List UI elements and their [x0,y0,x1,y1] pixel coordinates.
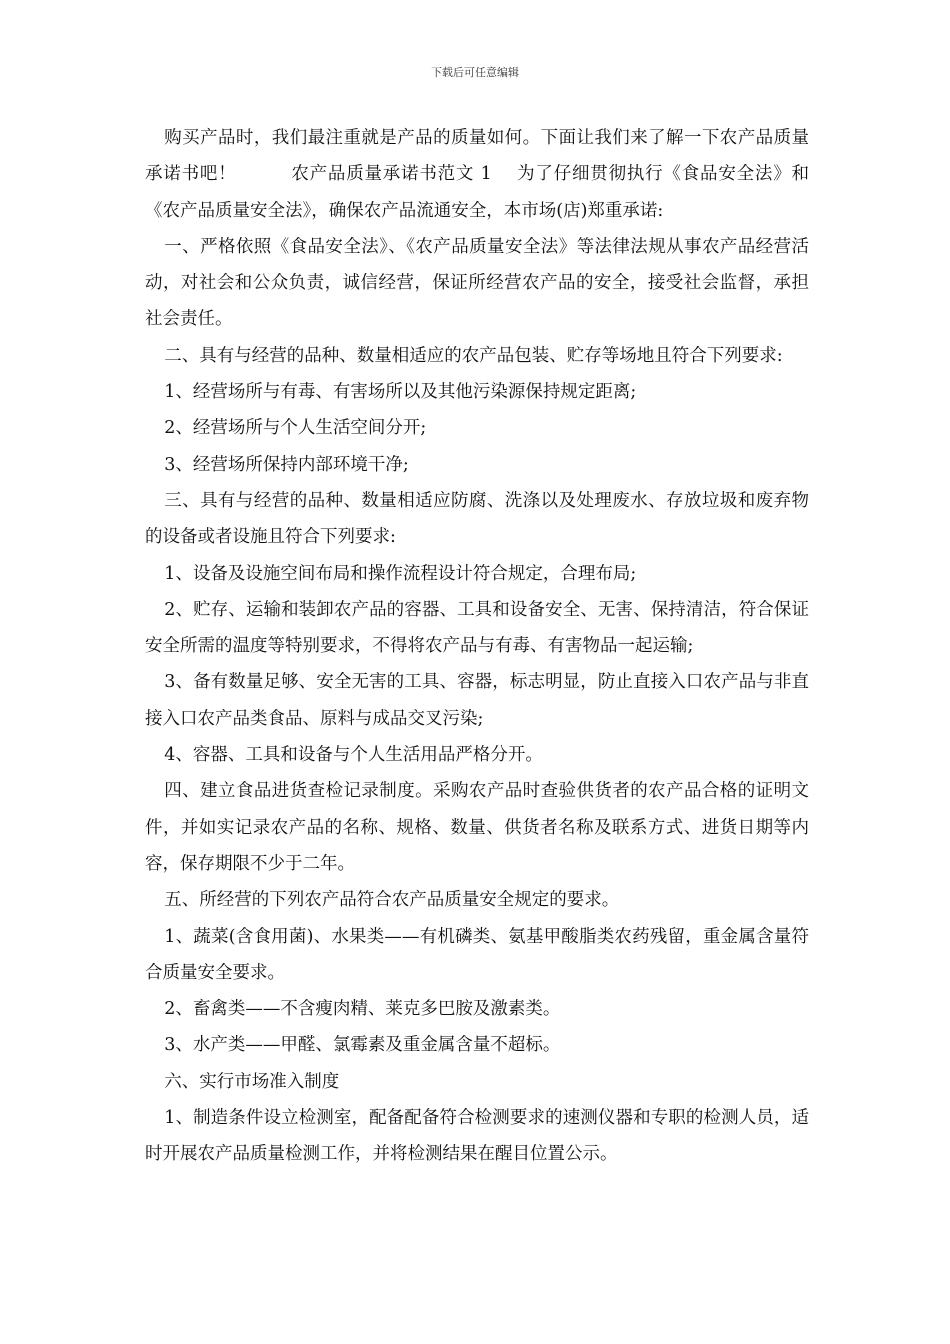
clause-2-item-3: 3、经营场所保持内部环境干净; [164,454,409,475]
clause-3-item-2: 2、贮存、运输和装卸农产品的容器、工具和设备安全、无害、保持清洁，符合保证安全所需的温度等特别要求，不得将农产品与有毒、有害物品一起运输; [145,599,809,657]
clause-3-paragraph: 三、具有与经营的品种、数量相适应防腐、洗涤以及处理废水、存放垃圾和废弃物的设备或者设施且符合下列要求: [145,490,809,548]
document-body [145,120,809,1173]
clause-1-paragraph: 一、严格依照《食品安全法》、《农产品质量安全法》等法律法规从事农产品经营活动，对社会和公众负责，诚信经营，保证所经营农产品的安全，接受社会监督，承担社会责任。 [145,236,809,330]
clause-5-item-3: 3、水产类——甲醛、氯霉素及重金属含量不超标。 [164,1035,561,1056]
page-header: 下载后可任意编辑 [431,66,519,79]
clause-2-item-2: 2、经营场所与个人生活空间分开; [164,418,427,439]
clause-3-item-4: 4、容器、工具和设备与个人生活用品严格分开。 [164,745,543,766]
clause-3-item-3: 3、备有数量足够、安全无害的工具、容器，标志明显，防止直接入口农产品与非直接入口农产品类食品、原料与成品交叉污染; [145,672,809,729]
clause-2-item-1: 1、经营场所与有毒、有害场所以及其他污染源保持规定距离; [164,382,637,403]
clause-6-paragraph: 六、实行市场准入制度 [164,1071,340,1092]
clause-2-paragraph: 二、具有与经营的品种、数量相适应的农产品包装、贮存等场地且符合下列要求: [164,345,783,366]
clause-5-item-2: 2、畜禽类——不含瘦肉精、莱克多巴胺及激素类。 [164,999,561,1020]
intro-paragraph: 购买产品时，我们最注重就是产品的质量如何。下面让我们来了解一下农产品质量承诺书吧！ 农产品质量承诺书范文 1 为了仔细贯彻执行《食品安全法》和《农产品质量安全法》，确保农产品流通安全，本市场(店)郑重承诺: [145,128,809,221]
clause-5-paragraph: 五、所经营的下列农产品符合农产品质量安全规定的要求。 [164,890,620,911]
clause-6-item-1: 1、制造条件设立检测室，配备配备符合检测要求的速测仪器和专职的检测人员，适时开展农产品质量检测工作，并将检测结果在醒目位置公示。 [145,1108,809,1165]
clause-3-item-1: 1、设备及设施空间布局和操作流程设计符合规定，合理布局; [164,563,637,584]
clause-4-paragraph: 四、建立食品进货查检记录制度。采购农产品时查验供货者的农产品合格的证明文件，并如实记录农产品的名称、规格、数量、供货者名称及联系方式、进货日期等内容，保存期限不少于二年。 [145,781,809,874]
clause-5-item-1: 1、蔬菜(含食用菌)、水果类——有机磷类、氨基甲酸脂类农药残留，重金属含量符合质量安全要求。 [145,926,809,983]
